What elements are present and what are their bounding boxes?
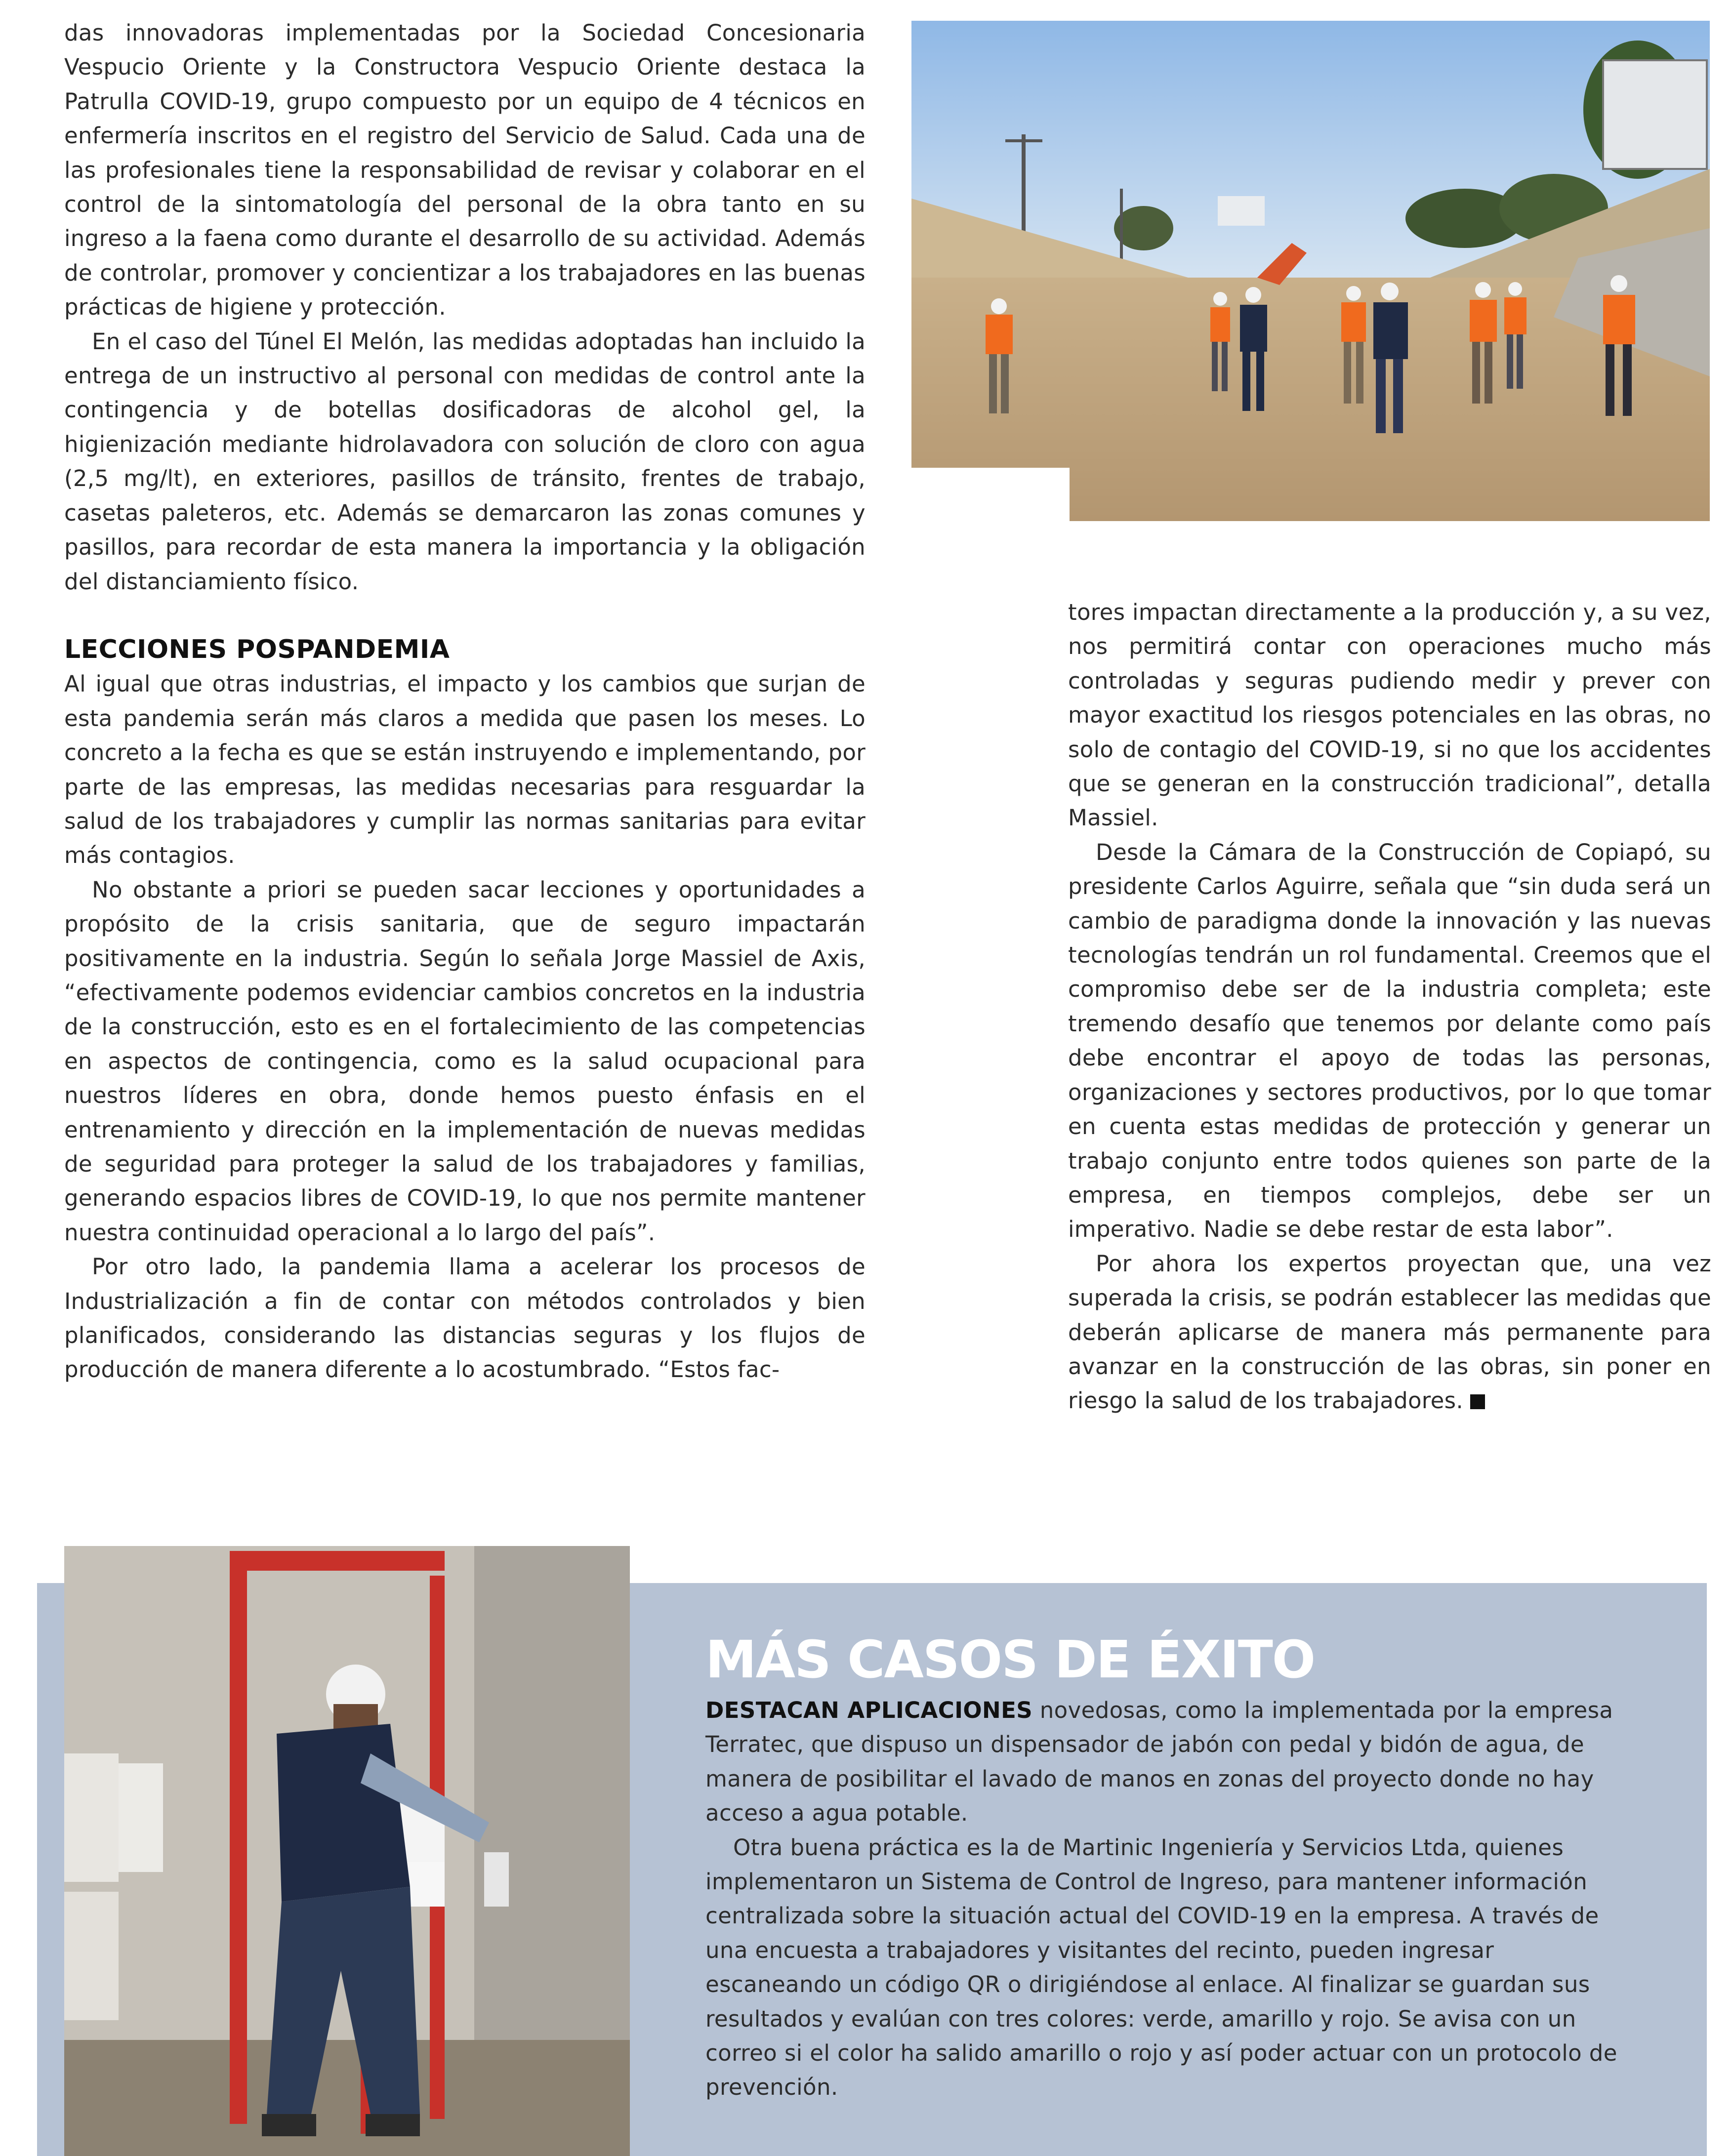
box-paragraph-1 xyxy=(705,1693,1624,1831)
right-paragraph-1: tores impactan directamente a la producción y, a su vez, nos permitirá contar con operaciones mucho más controladas y seguras pudiendo medir y prever con mayor exactitud los riesgos potenciales en las obras, no solo de contagio del COVID-19, si no que los accidentes que se generan en la construcción tradicional”, detalla Massiel. xyxy=(1068,599,1711,831)
left-paragraph-1: das innovadoras implementadas por la Sociedad Concesionaria Vespucio Oriente y la Constructora Vespucio Oriente destaca la Patrulla COVID-19, grupo compuesto por un equipo de 4 técnicos en enfermería inscritos en el registro del Servicio de Salud. Cada una de las profesionales tiene la responsabilidad de revisar y colaborar en el control de la sintomatología del personal de la obra tanto en su ingreso a la faena como durante el desarrollo de su actividad. Además de controlar, promover y concientizar a los trabajadores en las buenas prácticas de higiene y protección. xyxy=(64,20,866,321)
left-paragraph-4: No obstante a priori se pueden sacar lecciones y oportunidades a propósito de la crisis sanitaria, que de seguro impactarán positivamente en la industria. Según lo señala Jorge Massiel de Axis, “efectivamente podemos evidenciar cambios concretos en la industria de la construcción, esto es en el fortalecimiento de las competencias en aspectos de contingencia, como es la salud ocupacional para nuestros líderes en obra, donde hemos puesto énfasis en el entrenamiento y dirección en la implementación de nuevas medidas de seguridad para proteger la salud de los trabajadores y familias, generando espacios libres de COVID-19, lo que nos permite mantener nuestra continuidad operacional a lo largo del país”. xyxy=(64,876,866,1246)
left-paragraph-5: Por otro lado, la pandemia llama a acelerar los procesos de Industrialización a fin de contar con métodos controlados y bien planificados, considerando las distancias seguras y los flujos de producción de manera diferente a lo acostumbrado. “Estos fac- xyxy=(64,1254,866,1383)
success-cases-content xyxy=(705,1630,1624,2105)
right-column xyxy=(1068,595,1711,1418)
end-mark-icon xyxy=(1470,1394,1485,1409)
box-lead-text: DESTACAN APLICACIONES xyxy=(705,1697,1033,1723)
right-paragraph-3-text: Por ahora los expertos proyectan que, una vez superada la crisis, se podrán establecer las medidas que deberán aplicarse de manera más permanente para avanzar en la construcción de las obras, sin poner en riesgo la salud de los trabajadores. xyxy=(1068,1250,1711,1414)
right-paragraph-3 xyxy=(1068,1247,1711,1418)
left-paragraph-3: Al igual que otras industrias, el impacto y los cambios que surjan de esta pandemia serán más claros a medida que pasen los meses. Lo concreto a la fecha es que se están instruyendo e implementando, por parte de las empresas, las medidas necesarias para resguardar la salud de los trabajadores y cumplir las normas sanitarias para evitar más contagios. xyxy=(64,671,866,869)
right-paragraph-2: Desde la Cámara de la Construcción de Copiapó, su presidente Carlos Aguirre, señala que “sin duda será un cambio de paradigma donde la innovación y las nuevas tecnologías tendrán un rol fundamental. Creemos que el compromiso debe ser de la industria completa; este tremendo desafío que tenemos por delante como país debe encontrar el apoyo de todas las personas, organizaciones y sectores productivos, por lo que tomar en cuenta estas medidas de protección y generar un trabajo conjunto entre todos quienes son parte de la empresa, en tiempos complejos, debe ser un imperativo. Nadie se debe restar de esta labor”. xyxy=(1068,839,1711,1243)
box-paragraph-1-text: novedosas, como la implementada por la empresa Terratec, que dispuso un dispensador de jabón con pedal y bidón de agua, de manera de posibilitar el lavado de manos en zonas del proyecto donde no hay acceso a agua potable. xyxy=(705,1697,1613,1827)
section-heading: LECCIONES POSPANDEMIA xyxy=(64,634,450,664)
box-body xyxy=(705,1693,1624,2105)
box-title: MÁS CASOS DE ÉXITO xyxy=(705,1629,1315,1690)
left-paragraph-2: En el caso del Túnel El Melón, las medidas adoptadas han incluido la entrega de un instructivo al personal con medidas de control ante la contingencia y de botellas dosificadoras de alcohol gel, la higienización mediante hidrolavadora con solución de cloro con agua (2,5 mg/lt), en exteriores, pasillos de tránsito, frentes de trabajo, casetas paleteros, etc. Además se demarcaron las zonas comunes y pasillos, para recordar de esta manera la importancia y la obligación del distanciamiento físico. xyxy=(64,328,866,595)
construction-site-photo xyxy=(911,21,1710,521)
box-paragraph-2: Otra buena práctica es la de Martinic Ingeniería y Servicios Ltda, quienes implementaron un Sistema de Control de Ingreso, para mantener información centralizada sobre la situación actual del COVID-19 en la empresa. A través de una encuesta a trabajadores y visitantes del recinto, pueden ingresar escaneando un código QR o dirigiéndose al enlace. Al finalizar se guardan sus resultados y evalúan con tres colores: verde, amarillo y rojo. Se avisa con un correo si el color ha salido amarillo o rojo y así poder actuar con un protocolo de prevención. xyxy=(705,1834,1617,2101)
handwashing-station-photo xyxy=(64,1546,630,2156)
left-column xyxy=(64,16,866,1387)
